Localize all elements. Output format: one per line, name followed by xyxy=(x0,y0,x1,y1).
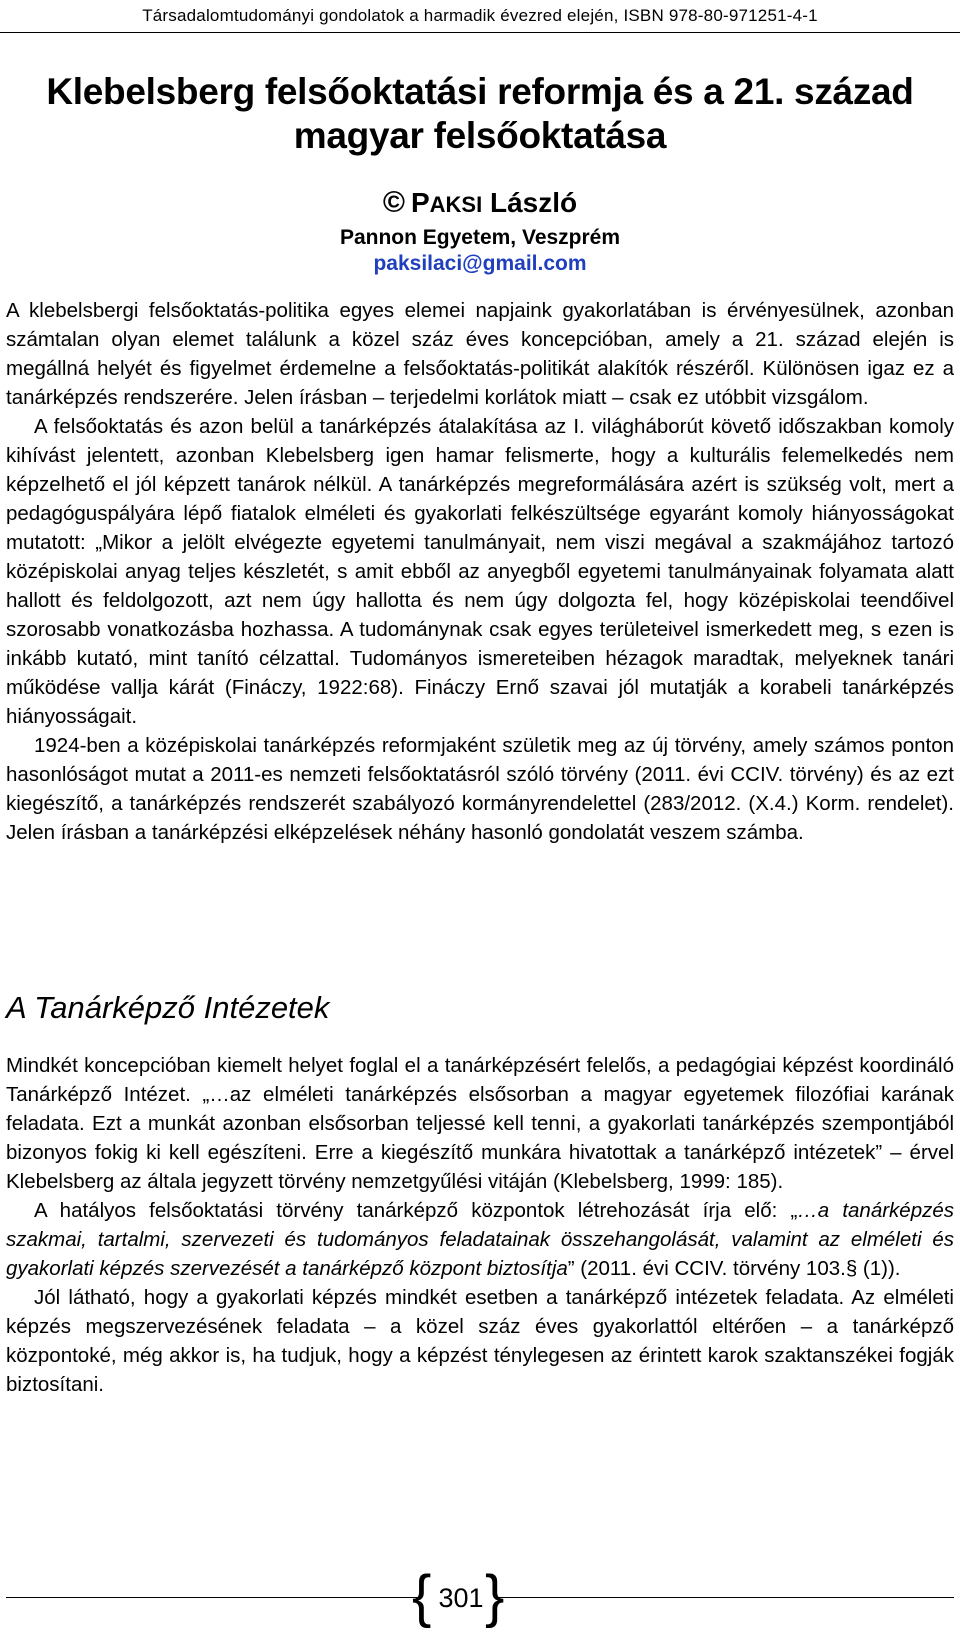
paragraph-1924-law: 1924-ben a középiskolai tanárképzés reformjaként születik meg az új törvény, amely számos ponton hasonlóságot mutat a 2011-es nemzeti felsőoktatásról szóló törvény (2011. évi CCIV. törvény) és az ezt kiegészítő, a tanárképzés rendszerét szabályozó kormányrendelettel (283/2012. (X.4.) Korm. rendelet). Jelen írásban a tanárképzési elképzelések néhány hasonló gondolatát veszem számba. xyxy=(6,734,954,844)
author-surname-initial: P xyxy=(410,187,430,218)
footer-rule-left xyxy=(6,1597,420,1598)
author-email-link[interactable]: paksilaci@gmail.com xyxy=(373,252,587,275)
footer-rule-right xyxy=(496,1597,954,1598)
paragraph-abstract: A klebelsbergi felsőoktatás-politika egyes elemei napjaink gyakorlatában is érvényesülnek, azonban számtalan olyan elemet találunk a közel száz éves koncepcióban, amely a 21. század elején is megállná helyét és figyelmet érdemelne a felsőoktatás-politikát alakítók részéről. Különösen igaz ez a tanárképzés rendszerére. Jelen írásban – terjedelmi korlátok miatt – csak ez utóbbit vizsgálom. xyxy=(6,299,954,409)
article-title-line-1: Klebelsberg felsőoktatási reformja és a 21. század xyxy=(46,71,914,112)
section-body xyxy=(6,1051,954,1399)
current-law-citation: ” (2011. évi CCIV. törvény 103.§ (1)). xyxy=(567,1257,901,1280)
page-footer xyxy=(0,1564,960,1629)
section-heading: A Tanárképző Intézetek xyxy=(6,990,330,1025)
paragraph-teacher-institute: Mindkét koncepcióban kiemelt helyet foglal el a tanárképzésért felelős, a pedagógiai képzést koordináló Tanárképző Intézet. „…az elméleti tanárképzés elsősorban a magyar egyetemek filozófiai karának feladata. Ezt a munkát azonban elsősorban teljessé kell tenni, a gyakorlati tanárképzés szempontjából bizonyos fokig ki kell egészíteni. Erre a kiegészítő munkára hivatottak a tanárképző intézetek” – érvel Klebelsberg az általa jegyzett törvény nemzetgyűlési vitáján (Klebelsberg, 1999: 185). xyxy=(6,1054,954,1193)
paragraph-current-law xyxy=(6,1196,954,1283)
author-affiliation: Pannon Egyetem, Veszprém xyxy=(339,226,621,249)
header-rule xyxy=(0,32,960,33)
current-law-quote: …a tanárképzés szakmai, tartalmi, szervezeti és tudományos feladatainak összehangolását, valamint az elméleti és gyakorlati képzés szervezését a tanárképző központ biztosítja xyxy=(6,1199,955,1280)
author-given-name: László xyxy=(490,187,578,218)
running-header: Társadalomtudományi gondolatok a harmadik évezred elején, ISBN 978-80-971251-4-1 xyxy=(142,6,818,25)
page-number: 301 xyxy=(438,1583,484,1613)
brace-close-icon: } xyxy=(485,1564,505,1629)
author-name xyxy=(0,186,960,222)
intro-section xyxy=(6,296,954,847)
paragraph-reform-context: A felsőoktatás és azon belül a tanárképzés átalakítása az I. világháborút követő időszakban komoly kihívást jelentett, azonban Klebelsberg igen hamar felismerte, hogy a kulturális felemelkedés nem képzelhető el jól képzett tanárok nélkül. A tanárképzés megreformálására azért is szükség volt, mert a pedagóguspályára lépő fiatalok elméleti és gyakorlati felkészültsége egyaránt komoly hiányosságokat mutatott: „Mikor a jelölt elvégezte egyetemi tanulmányait, nem viszi megával a szakmájához tartozó középiskolai anyag teljes készletét, s amit ebből az anyegből egyetemi tanulmányainak folyamata alatt hallott és feldolgozott, azt nem úgy hallotta és nem úgy dolgozta fel, hogy középiskolai teendőivel szorosabb vonatkozásba hozhassa. A tudománynak csak egyes területeivel ismerkedett meg, s ezen is inkább kutató, mint tanító célzattal. Tudományos ismereteiben hézagok maradtak, melyeknek tanári működése vallja kárát (Fináczy, 1922:68). Fináczy Ernő szavai jól mutatják a korabeli tanárképzés hiányosságait. xyxy=(6,415,954,728)
author-surname-rest: AKSI xyxy=(429,192,483,217)
copyright-icon: © xyxy=(382,186,405,219)
current-law-lead: A hatályos felsőoktatási törvény tanárképző központok létrehozását írja elő: „ xyxy=(34,1199,798,1222)
article-title-line-2: magyar felsőoktatása xyxy=(293,115,667,156)
paragraph-conclusion: Jól látható, hogy a gyakorlati képzés mindkét esetben a tanárképző intézetek feladata. Az elméleti képzés megszervezésének feladata – a közel száz éves gyakorlattól eltérően – a tanárképző központoké, még akkor is, ha tudjuk, hogy a képzést ténylegesen az érintett karok szaktanszékei fogják biztosítani. xyxy=(6,1286,954,1396)
author-block xyxy=(0,186,960,277)
brace-open-icon: { xyxy=(412,1564,432,1629)
article-title xyxy=(0,70,960,158)
